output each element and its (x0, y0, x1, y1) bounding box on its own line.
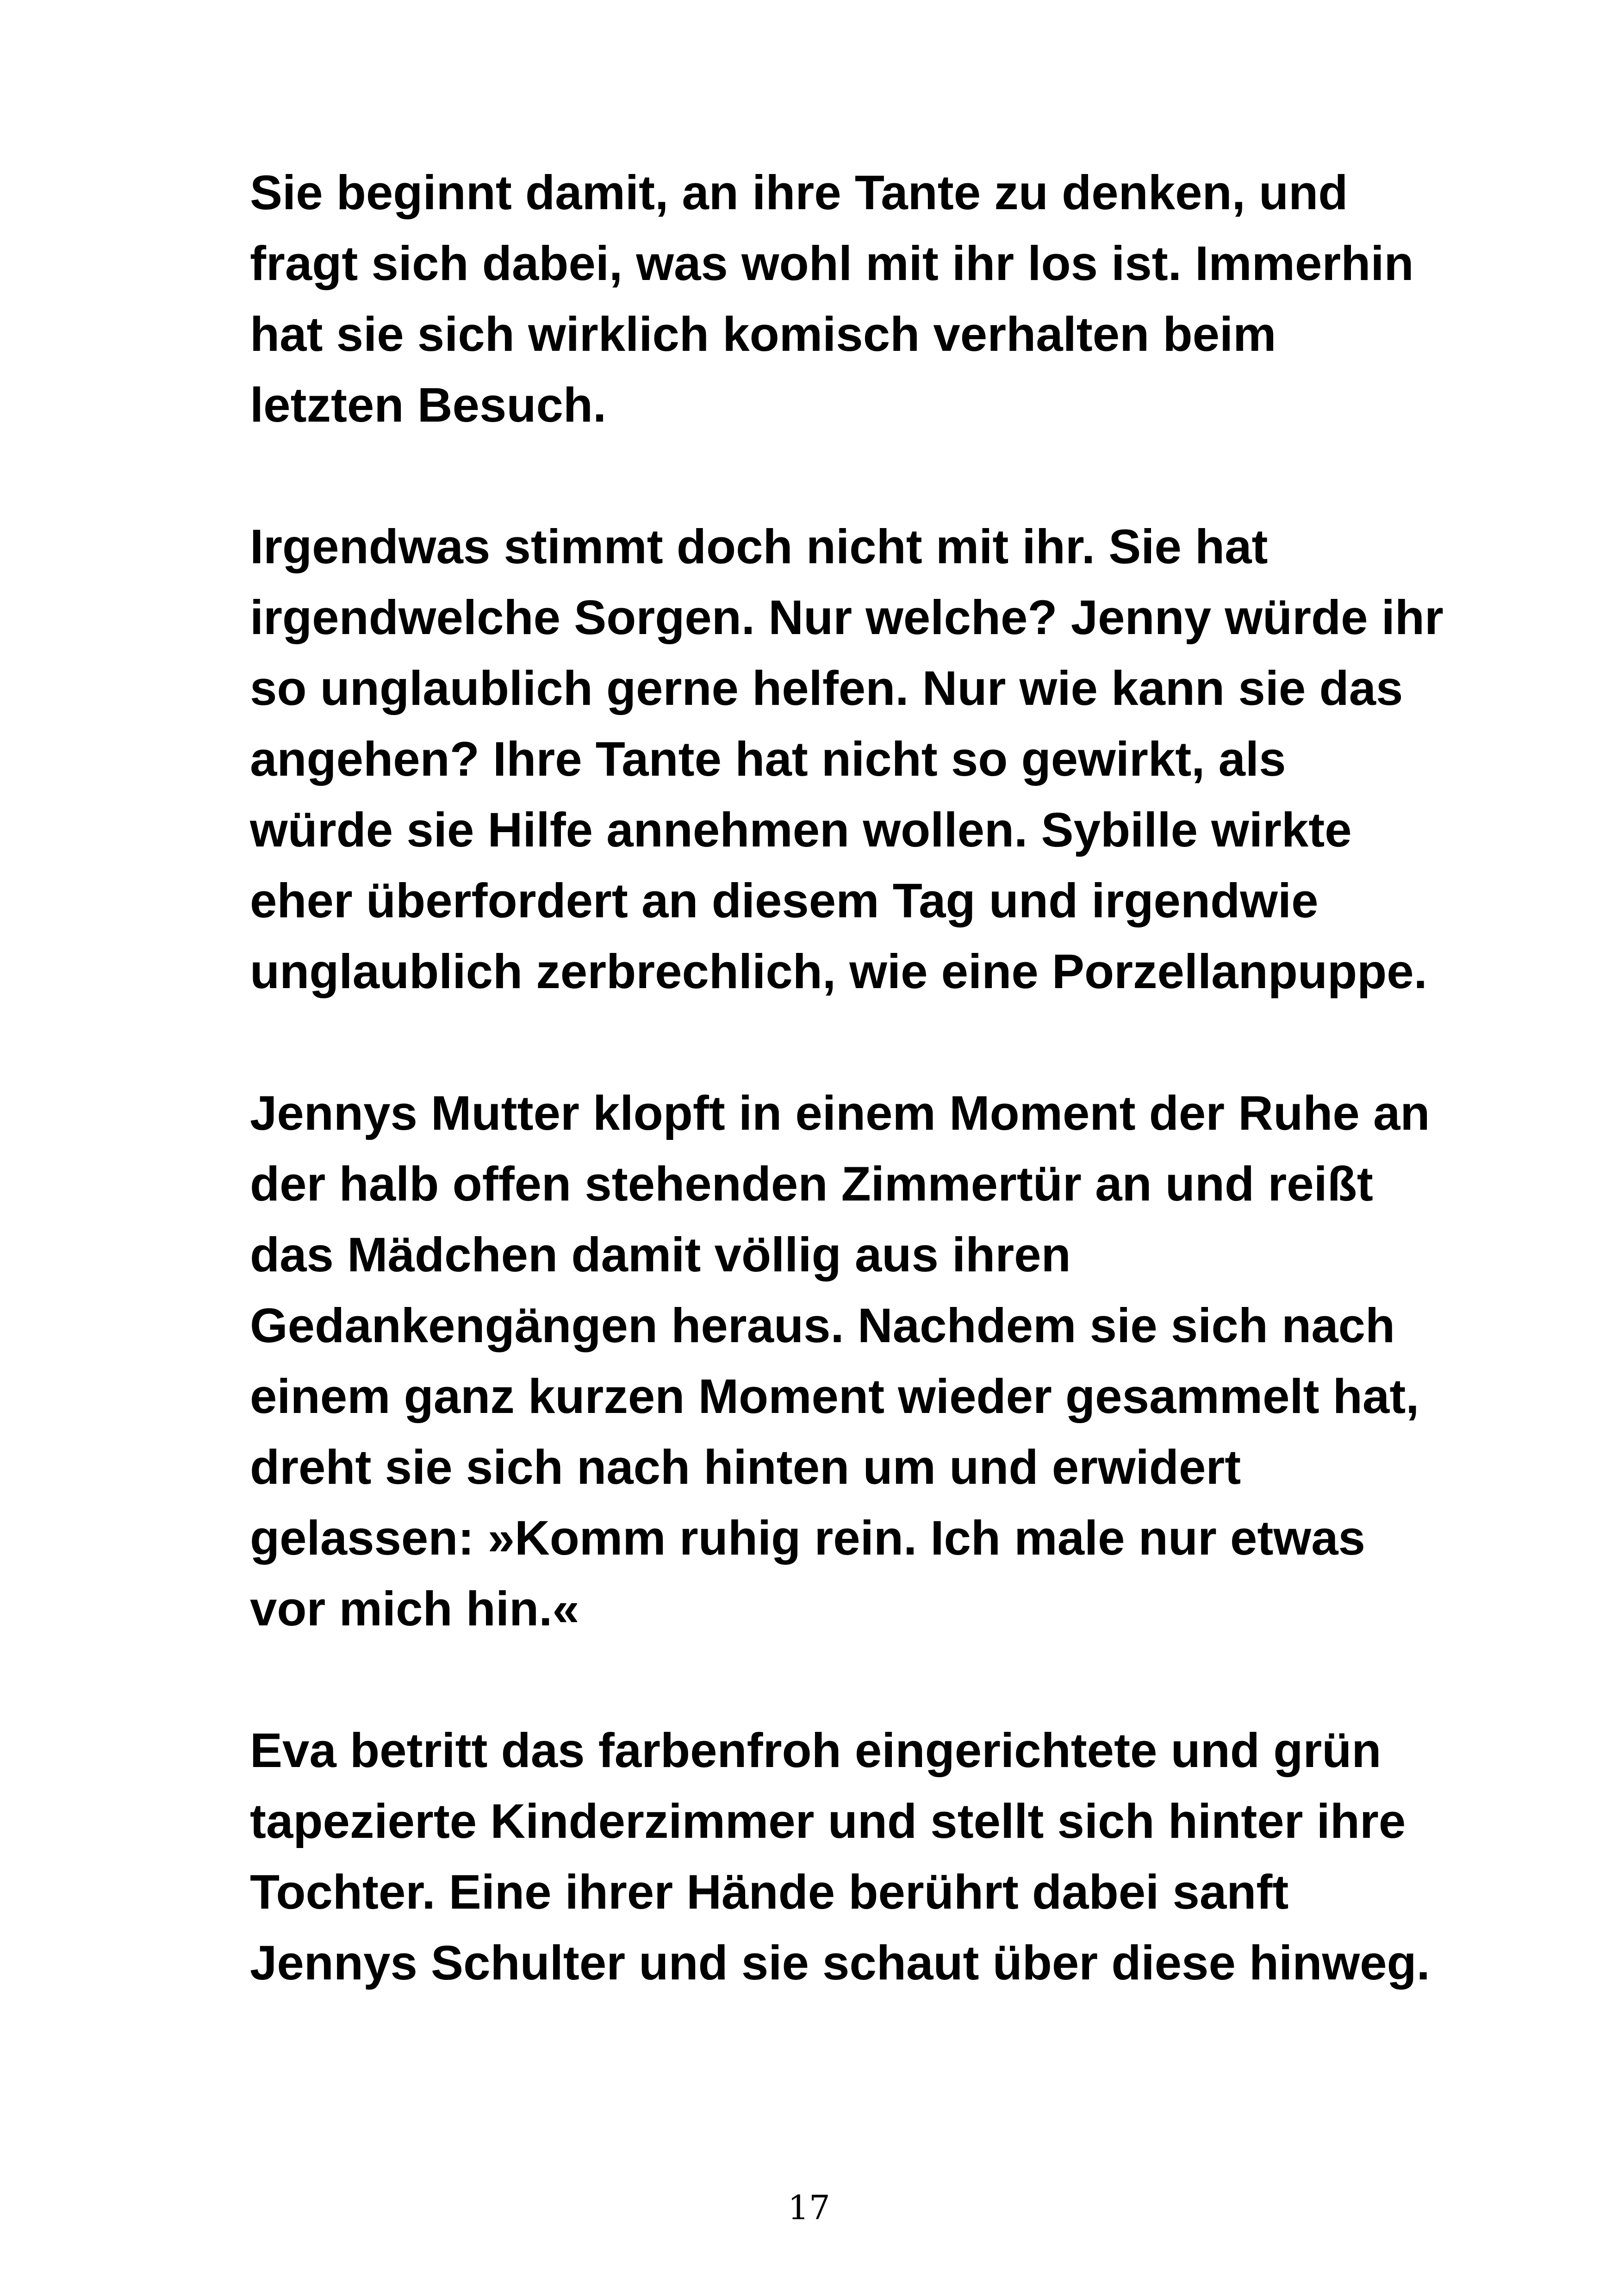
text-line: Gedankengängen heraus. Nachdem sie sich nach (250, 1299, 1395, 1353)
text-line: dreht sie sich nach hinten um und erwidert (250, 1440, 1241, 1494)
text-line: würde sie Hilfe annehmen wollen. Sybille wirkte (250, 803, 1352, 857)
text-line: Eva betritt das farbenfroh eingerichtete und grün (250, 1724, 1382, 1778)
text-line: Irgendwas stimmt doch nicht mit ihr. Sie hat (250, 520, 1268, 574)
text-line: tapezierte Kinderzimmer und stellt sich hinter ihre (250, 1794, 1406, 1848)
text-line: Jennys Mutter klopft in einem Moment der Ruhe an (250, 1086, 1430, 1140)
text-line: Sie beginnt damit, an ihre Tante zu denken, und (250, 166, 1348, 220)
text-line: fragt sich dabei, was wohl mit ihr los ist. Immerhin (250, 236, 1414, 291)
body-text (250, 157, 1537, 2069)
text-line: gelassen: »Komm ruhig rein. Ich male nur etwas (250, 1511, 1365, 1565)
text-line: der halb offen stehenden Zimmertür an und reißt (250, 1157, 1373, 1211)
text-line: irgendwelche Sorgen. Nur welche? Jenny würde ihr (250, 591, 1444, 645)
paragraph-1 (250, 157, 1537, 441)
text-line: einem ganz kurzen Moment wieder gesammelt hat, (250, 1369, 1419, 1424)
text-line: eher überfordert an diesem Tag und irgendwie (250, 874, 1319, 928)
text-line: das Mädchen damit völlig aus ihren (250, 1228, 1071, 1282)
paragraph-4 (250, 1715, 1537, 1998)
text-line: vor mich hin.« (250, 1582, 579, 1636)
text-line: unglaublich zerbrechlich, wie eine Porzellanpuppe. (250, 945, 1427, 999)
paragraph-3 (250, 1078, 1537, 1644)
paragraph-2 (250, 511, 1537, 1007)
text-line: hat sie sich wirklich komisch verhalten beim (250, 307, 1276, 361)
text-line: letzten Besuch. (250, 378, 607, 432)
text-line: Jennys Schulter und sie schaut über diese hinweg. (250, 1936, 1430, 1990)
text-line: so unglaublich gerne helfen. Nur wie kann sie das (250, 661, 1403, 716)
page-number: 17 (788, 2188, 830, 2227)
text-line: angehen? Ihre Tante hat nicht so gewirkt, als (250, 732, 1286, 786)
text-line: Tochter. Eine ihrer Hände berührt dabei sanft (250, 1865, 1289, 1919)
